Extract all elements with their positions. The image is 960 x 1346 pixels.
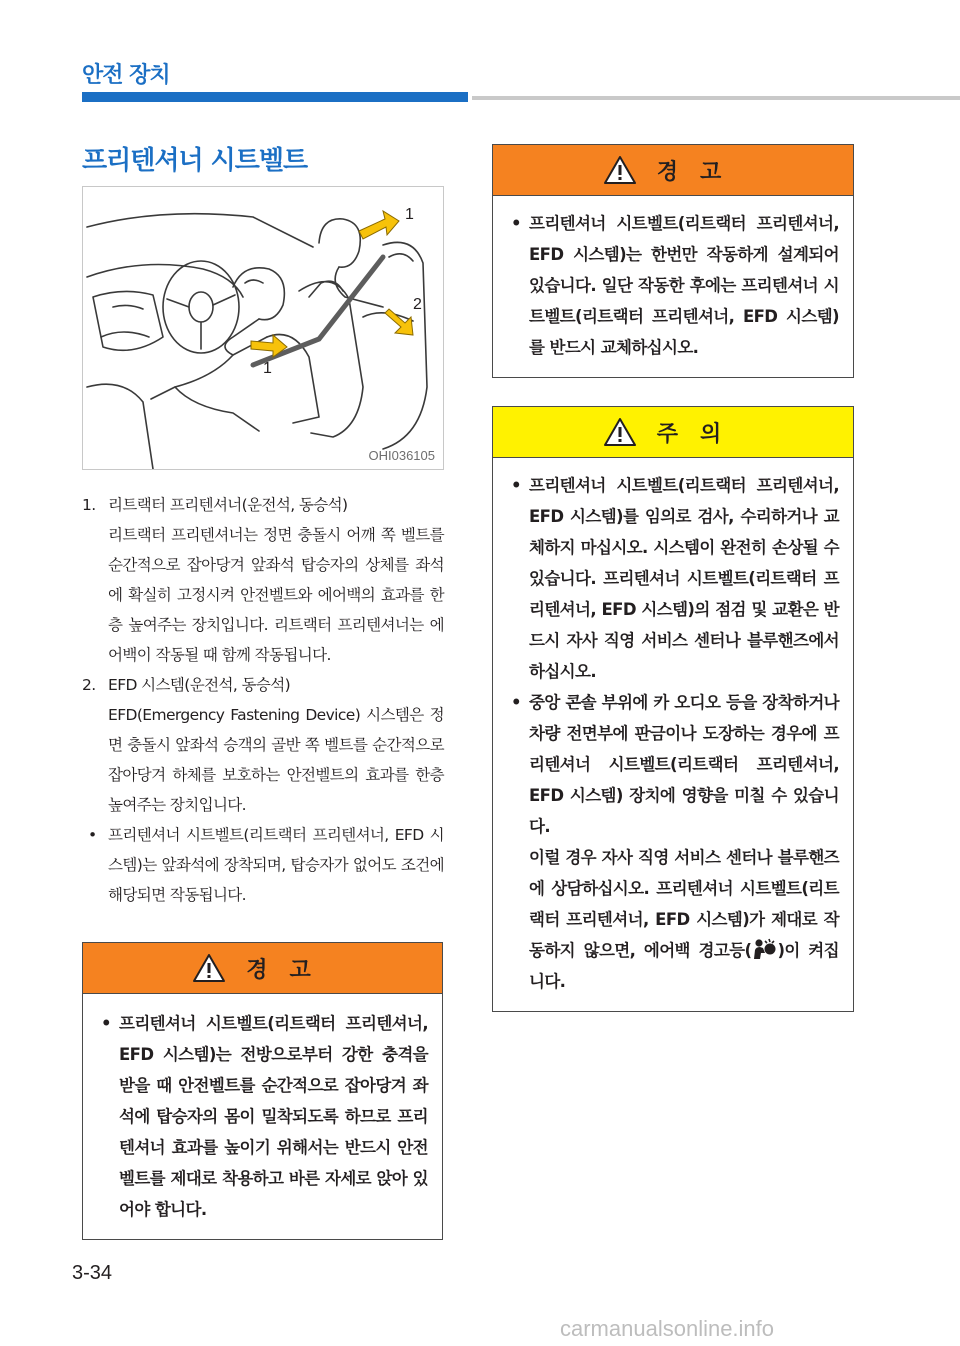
chapter-title: 안전 장치: [82, 63, 170, 88]
warning-title: 경고: [246, 957, 333, 983]
caution-text: 중앙 콘솔 부위에 카 오디오 등을 장착하거나 차량 전면부에 판금이나 도장하는 경우에 프리텐셔너 시트벨트(리트랙터 프리텐셔너, EFD 시스템) 장치에 영향을 미칠 수 있습니다.: [529, 693, 839, 836]
illustration-code: OHI036105: [368, 448, 435, 463]
page-number: 3-34: [72, 1262, 113, 1284]
pretensioner-illustration: [82, 186, 444, 470]
list-heading: 리트랙터 프리텐셔너(운전석, 동승석): [108, 496, 348, 514]
warning-body: [493, 196, 853, 377]
list-heading: EFD 시스템(운전석, 동승석): [108, 676, 291, 694]
caution-header: [493, 407, 853, 458]
list-text: EFD(Emergency Fastening Device) 시스템은 정면 충돌시 앞좌석 승객의 골반 쪽 벨트를 순간적으로 잡아당겨 하체를 보호하는 안전벨트의 효과를 한층 높여주는 장치입니다.: [108, 706, 444, 814]
callout-label-1: 1: [405, 206, 414, 223]
warning-triangle-icon: [192, 953, 226, 983]
caution-text: 프리텐셔너 시트벨트(리트랙터 프리텐셔너, EFD 시스템)를 임의로 검사, 수리하거나 교체하지 마십시오. 시스템이 완전히 손상될 수 있습니다. 프리텐셔너 시트벨트(리트랙터 프리텐셔너, EFD 시스템)의 점검 및 교환은 반드시 자사 직영 서비스 센터나 블루핸즈에서 하십시오.: [529, 476, 839, 681]
caution-text-continued: 이럴 경우 자사 직영 서비스 센터나 블루핸즈에 상담하십시오. 프리텐셔너 시트벨트(리트랙터 프리텐셔너, EFD 시스템)가 제대로 작동하지 않으면, 에어백 경고등( )이 켜집니다.: [529, 848, 839, 991]
list-item: • 프리텐셔너 시트벨트(리트랙터 프리텐셔너, EFD 시스템)는 전방으로부터 강한 충격을 받을 때 안전벨트를 순간적으로 잡아당겨 좌석에 탑승자의 몸이 밀착되도록 하므로 프리텐셔너 효과를 높이기 위해서는 반드시 안전벨트를 제대로 착용하고 바른 자세로 앉아 있어야 합니다.: [97, 1008, 428, 1225]
pretensioner-description: [82, 490, 444, 910]
warning-box-right: [492, 144, 854, 378]
warning-title: 경고: [656, 159, 744, 185]
car-interior-drawing: [83, 187, 443, 469]
callout-label-1b: 1: [263, 360, 272, 377]
list-item: [82, 820, 444, 910]
header-rule: [472, 96, 960, 100]
warning-box-left: [82, 942, 443, 1240]
warning-text: 프리텐셔너 시트벨트(리트랙터 프리텐셔너, EFD 시스템)는 전방으로부터 강한 충격을 받을 때 안전벨트를 순간적으로 잡아당겨 좌석에 탑승자의 몸이 밀착되도록 하므로 프리텐셔너 효과를 높이기 위해서는 반드시 안전벨트를 제대로 착용하고 바른 자세로 앉아 있어야 합니다.: [119, 1014, 428, 1219]
warning-triangle-icon: [603, 417, 637, 447]
arrow-icon: [359, 211, 399, 239]
callout-label-2: 2: [413, 296, 422, 313]
airbag-warning-icon: [751, 938, 777, 960]
list-item: [82, 670, 444, 820]
list-item: • 프리텐셔너 시트벨트(리트랙터 프리텐셔너, EFD 시스템)를 임의로 검사, 수리하거나 교체하지 마십시오. 시스템이 완전히 손상될 수 있습니다. 프리텐셔너 시트벨트(리트랙터 프리텐셔너, EFD 시스템)의 점검 및 교환은 반드시 자사 직영 서비스 센터나 블루핸즈에서 하십시오.: [507, 470, 839, 687]
warning-text: 프리텐셔너 시트벨트(리트랙터 프리텐셔너, EFD 시스템)는 한번만 작동하게 설계되어 있습니다. 일단 작동한 후에는 프리텐셔너 시트벨트(리트랙터 프리텐셔너, EFD 시스템)를 반드시 교체하십시오.: [529, 214, 839, 357]
warning-header: [493, 145, 853, 196]
list-item: • 중앙 콘솔 부위에 카 오디오 등을 장착하거나 차량 전면부에 판금이나 도장하는 경우에 프리텐셔너 시트벨트(리트랙터 프리텐셔너, EFD 시스템) 장치에 영향을 미칠 수 있습니다. 이럴 경우 자사 직영 서비스 센터나 블루핸즈에 상담하십시오. 프리텐셔너 시트벨트(리트랙터 프리텐셔너, EFD 시스템)가 제대로 작동하지 않으면, 에어백 경고등( )이 켜집니다.: [507, 687, 839, 997]
list-marker: 1.: [82, 496, 96, 514]
list-marker: 2.: [82, 676, 96, 694]
list-text: 리트랙터 프리텐셔너는 정면 충돌시 어깨 쪽 벨트를 순간적으로 잡아당겨 앞좌석 탑승자의 상체를 좌석에 확실히 고정시켜 안전벨트와 에어백의 효과를 한층 높여주는 장치입니다. 리트랙터 프리텐셔너는 에어백이 작동될 때 함께 작동됩니다.: [108, 526, 444, 664]
warning-triangle-icon: [603, 155, 637, 185]
warning-header: [83, 943, 442, 994]
watermark: carmanualsonline.info: [560, 1316, 775, 1341]
arrow-icon: [385, 309, 413, 335]
caution-box: [492, 406, 854, 1012]
list-item: [82, 490, 444, 670]
caution-title: 주의: [656, 421, 744, 447]
warning-body: [83, 994, 442, 1239]
list-text: 프리텐셔너 시트벨트(리트랙터 프리텐셔너, EFD 시스템)는 앞좌석에 장착되며, 탑승자가 없어도 조건에 해당되면 작동됩니다.: [108, 826, 444, 904]
list-marker: •: [88, 826, 97, 844]
list-item: • 프리텐셔너 시트벨트(리트랙터 프리텐셔너, EFD 시스템)는 한번만 작동하게 설계되어 있습니다. 일단 작동한 후에는 프리텐셔너 시트벨트(리트랙터 프리텐셔너, EFD 시스템)를 반드시 교체하십시오.: [507, 208, 839, 363]
caution-body: [493, 458, 853, 1011]
header-rule-accent: [82, 92, 468, 102]
section-title: 프리텐셔너 시트벨트: [82, 146, 308, 176]
